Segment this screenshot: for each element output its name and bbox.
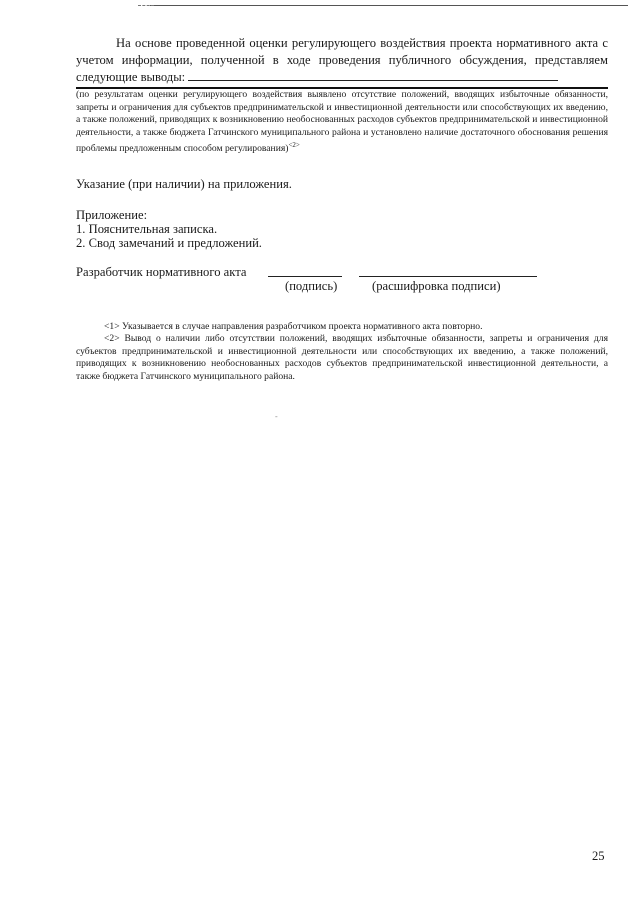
page-number: 25 [592, 849, 605, 863]
conclusion-fill-line [188, 70, 558, 81]
scan-top-dash [138, 5, 154, 6]
appendix-item: 2. Свод замечаний и предложений. [76, 236, 262, 250]
signature-caption: (подпись) [285, 279, 338, 293]
attachments-note: Указание (при наличии) на приложения. [76, 177, 292, 191]
conclusion-note-text: (по результатам оценки регулирующего воздействия выявлено отсутствие положений, вводящих избыточные обязанности, запреты и ограничения для субъектов предпринимательской и инвестиционной деятельности или способствующих их введению, а также положений, приводящих к возникновению необоснованных расходов субъектов предпринимательской и инвестиционной деятельности, а также бюджета Гатчинского муниципального района и установлено наличие достаточного обоснования решения проблемы предложенным способом регулирования) [76, 89, 608, 155]
scan-top-line [150, 5, 628, 6]
footnote: <2> Вывод о наличии либо отсутствии положений, вводящих избыточные обязанности, запреты и ограничения для субъектов предпринимательской и инвестиционной деятельности или способствующих их введению, а также положений, приводящих к возникновению необоснованных расходов субъектов предпринимательской инвестиционной деятельности, а также бюджета Гатчинского муниципального района. [76, 333, 608, 382]
footnote: <1> Указывается в случае направления разработчиком проекта нормативного акта повторно. [104, 321, 483, 332]
stray-mark: - [275, 412, 278, 421]
main-paragraph [76, 35, 608, 86]
main-paragraph-text: На основе проведенной оценки регулирующего воздействия проекта нормативного акта с учетом информации, полученной в ходе проведения публичного обсуждения, представляем следующие выводы: [76, 36, 608, 84]
footnotes [76, 321, 608, 383]
signature-label: Разработчик нормативного акта [76, 265, 247, 279]
conclusion-note-ref: <2> [288, 141, 300, 149]
conclusion-note [76, 89, 608, 156]
appendix-title: Приложение: [76, 208, 148, 222]
decryption-line [359, 276, 537, 277]
appendix-item: 1. Пояснительная записка. [76, 222, 218, 236]
decryption-caption: (расшифровка подписи) [372, 279, 501, 293]
signature-line [268, 276, 342, 277]
